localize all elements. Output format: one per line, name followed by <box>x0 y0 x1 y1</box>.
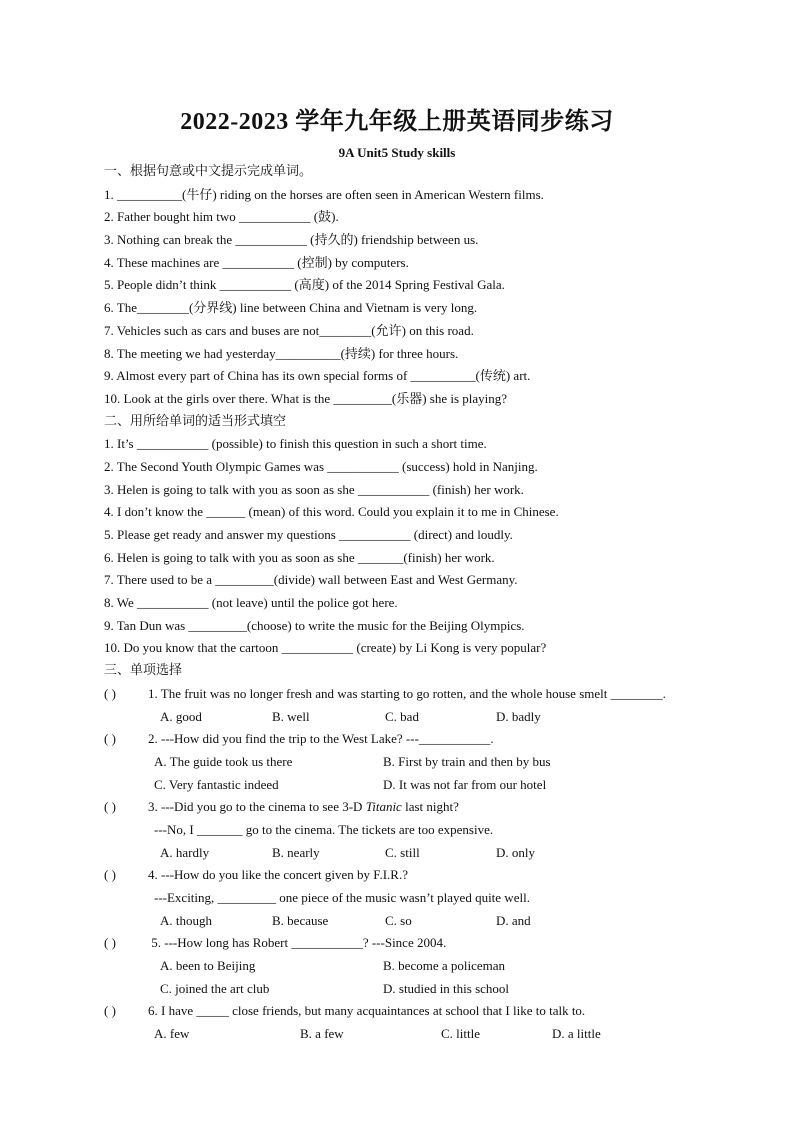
question-stem: 6. I have _____ close friends, but many acquaintances at school that I like to talk to. <box>148 1003 586 1019</box>
mc-question-1 <box>104 683 704 706</box>
options-row <box>104 978 704 1001</box>
exercise-item: 4. These machines are ___________ (控制) by computers. <box>104 254 409 270</box>
exercise-item: 9. Tan Dun was _________(choose) to write the music for the Beijing Olympics. <box>104 617 525 633</box>
option-c[interactable]: C. so <box>385 912 412 928</box>
question-stem: 5. ---How long has Robert ___________? ---Since 2004. <box>148 935 447 951</box>
exercise-item: 2. Father bought him two ___________ (鼓). <box>104 209 339 225</box>
option-a[interactable]: A. good <box>160 708 202 724</box>
options-row <box>104 1023 704 1046</box>
option-c[interactable]: C. bad <box>385 708 419 724</box>
question-stem: 3. ---Did you go to the cinema to see 3-D <box>148 799 366 815</box>
mc-question-5 <box>104 932 704 955</box>
exercise-item: 6. Helen is going to talk with you as soon as she _______(finish) her work. <box>104 549 495 565</box>
mc-question-6 <box>104 1000 704 1023</box>
exercise-item: 2. The Second Youth Olympic Games was ___________ (success) hold in Nanjing. <box>104 458 538 474</box>
option-d[interactable]: D. studied in this school <box>383 980 510 996</box>
exercise-item: 10. Do you know that the cartoon ___________ (create) by Li Kong is very popular? <box>104 640 547 656</box>
page-subtitle: 9A Unit5 Study skills <box>338 145 456 160</box>
answer-blank[interactable]: ( ) <box>104 867 116 883</box>
option-d[interactable]: D. only <box>496 844 535 860</box>
option-d[interactable]: D. and <box>496 912 531 928</box>
options-row <box>104 706 704 729</box>
film-title: Titanic <box>365 799 402 815</box>
page-title: 2022-2023 学年九年级上册英语同步练习 <box>180 109 614 135</box>
answer-blank[interactable]: ( ) <box>104 799 116 815</box>
question-reply: ---No, I _______ go to the cinema. The tickets are too expensive. <box>154 821 494 837</box>
section-heading-3: 三、单项选择 <box>104 663 183 679</box>
option-a[interactable]: A. been to Beijing <box>160 958 256 974</box>
option-d[interactable]: D. badly <box>496 708 541 724</box>
option-c[interactable]: C. still <box>385 844 420 860</box>
options-row <box>104 910 704 933</box>
mc-question-2 <box>104 728 704 751</box>
exercise-item: 7. Vehicles such as cars and buses are not________(允许) on this road. <box>104 322 474 338</box>
exercise-item: 7. There used to be a _________(divide) wall between East and West Germany. <box>104 572 518 588</box>
option-b[interactable]: B. well <box>272 708 310 724</box>
option-b[interactable]: B. a few <box>300 1026 344 1042</box>
exercise-item: 1. __________(牛仔) riding on the horses are often seen in American Western films. <box>104 186 544 202</box>
exercise-item: 5. Please get ready and answer my questions ___________ (direct) and loudly. <box>104 527 513 542</box>
exercise-item: 3. Nothing can break the ___________ (持久的) friendship between us. <box>104 232 479 248</box>
options-row <box>104 751 704 774</box>
exercise-item: 10. Look at the girls over there. What is the _________(乐器) she is playing? <box>104 390 508 406</box>
option-d[interactable]: D. It was not far from our hotel <box>383 776 547 792</box>
question-stem: 1. The fruit was no longer fresh and was starting to go rotten, and the whole house smelt ________. <box>148 685 666 701</box>
question-stem: 2. ---How did you find the trip to the West Lake? ---___________. <box>148 731 494 747</box>
exercise-item: 9. Almost every part of China has its own special forms of __________(传统) art. <box>104 368 531 384</box>
options-row <box>104 955 704 978</box>
section-heading-1: 一、根据句意或中文提示完成单词。 <box>104 164 313 179</box>
answer-blank[interactable]: ( ) <box>104 935 116 951</box>
exercise-item: 5. People didn’t think ___________ (高度) of the 2014 Spring Festival Gala. <box>104 277 505 293</box>
exercise-item: 8. We ___________ (not leave) until the police got here. <box>104 595 398 611</box>
question-reply: ---Exciting, _________ one piece of the music wasn’t played quite well. <box>154 890 530 905</box>
exercise-item: 3. Helen is going to talk with you as soon as she ___________ (finish) her work. <box>104 481 524 497</box>
options-row <box>104 774 704 797</box>
option-b[interactable]: B. nearly <box>272 844 320 860</box>
option-b[interactable]: B. because <box>272 912 329 928</box>
exercise-item: 4. I don’t know the ______ (mean) of this word. Could you explain it to me in Chinese. <box>104 504 559 520</box>
exercise-item: 1. It’s ___________ (possible) to finish this question in such a short time. <box>104 436 487 452</box>
option-d[interactable]: D. a little <box>552 1026 601 1042</box>
mc-question-4 <box>104 864 704 887</box>
option-a[interactable]: A. The guide took us there <box>154 753 293 769</box>
exercise-item: 8. The meeting we had yesterday__________(持续) for three hours. <box>104 345 459 361</box>
answer-blank[interactable]: ( ) <box>104 1003 116 1019</box>
option-a[interactable]: A. hardly <box>160 844 210 860</box>
options-row <box>104 842 704 865</box>
worksheet-body <box>104 161 704 1046</box>
answer-blank[interactable]: ( ) <box>104 731 116 747</box>
option-c[interactable]: C. little <box>441 1026 480 1042</box>
option-c[interactable]: C. joined the art club <box>160 980 270 996</box>
option-a[interactable]: A. few <box>154 1026 190 1042</box>
question-stem: 4. ---How do you like the concert given by F.I.R.? <box>148 867 408 883</box>
option-a[interactable]: A. though <box>160 912 212 928</box>
mc-question-3 <box>104 796 704 819</box>
option-c[interactable]: C. Very fantastic indeed <box>154 776 279 792</box>
answer-blank[interactable]: ( ) <box>104 685 116 701</box>
question-stem-end: last night? <box>401 799 459 815</box>
section-heading-2: 二、用所给单词的适当形式填空 <box>104 413 287 429</box>
option-b[interactable]: B. become a policeman <box>383 958 506 974</box>
option-b[interactable]: B. First by train and then by bus <box>383 753 551 769</box>
exercise-item: 6. The________(分界线) line between China and Vietnam is very long. <box>104 300 478 316</box>
